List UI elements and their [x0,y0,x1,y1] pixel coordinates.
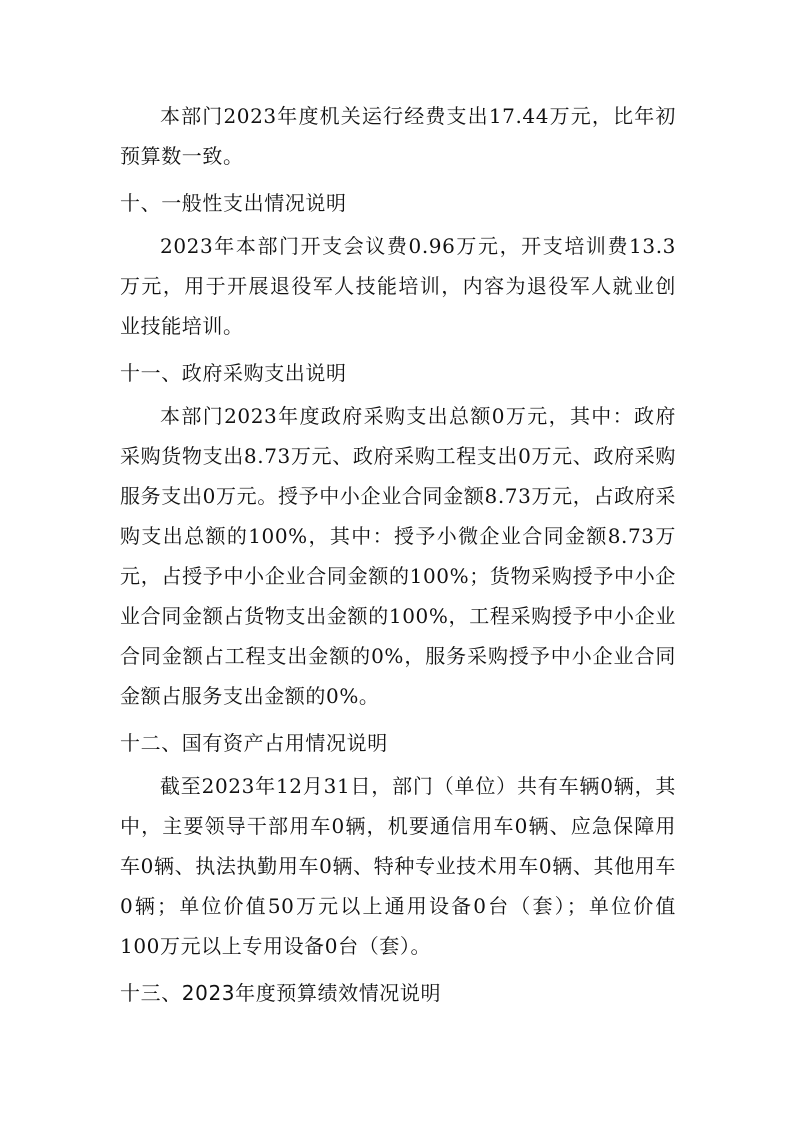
section-10-heading: 十、一般性支出情况说明 [120,191,347,215]
section-12-heading: 十二、国有资产占用情况说明 [120,731,388,755]
section-12-paragraph: 截至2023年12月31日，部门（单位）共有车辆0辆，其中，主要领导干部用车0辆，机要通信用车0辆、应急保障用车0辆、执法执勤用车0辆、特种专业技术用车0辆、其他用车0辆；单位价值50万元以上通用设备0台（套）；单位价值100万元以上专用设备0台（套）。 [120,774,676,958]
section-11-paragraph: 本部门2023年度政府采购支出总额0万元，其中：政府采购货物支出8.73万元、政府采购工程支出0万元、政府采购服务支出0万元。授予中小企业合同金额8.73万元，占政府采购支出总额的100%，其中：授予小微企业合同金额8.73万元，占授予中小企业合同金额的100%；货物采购授予中小企业合同金额占货物支出金额的100%，工程采购授予中小企业合同金额占工程支出金额的0%，服务采购授予中小企业合同金额占服务支出金额的0%。 [120,404,676,708]
opening-paragraph: 本部门2023年度机关运行经费支出17.44万元，比年初预算数一致。 [120,104,676,168]
section-13-heading: 十三、2023年度预算绩效情况说明 [120,981,442,1005]
section-11-heading: 十一、政府采购支出说明 [120,361,347,385]
document-body [120,96,676,1016]
section-10-paragraph: 2023年本部门开支会议费0.96万元，开支培训费13.3万元，用于开展退役军人技能培训，内容为退役军人就业创业技能培训。 [120,234,676,338]
